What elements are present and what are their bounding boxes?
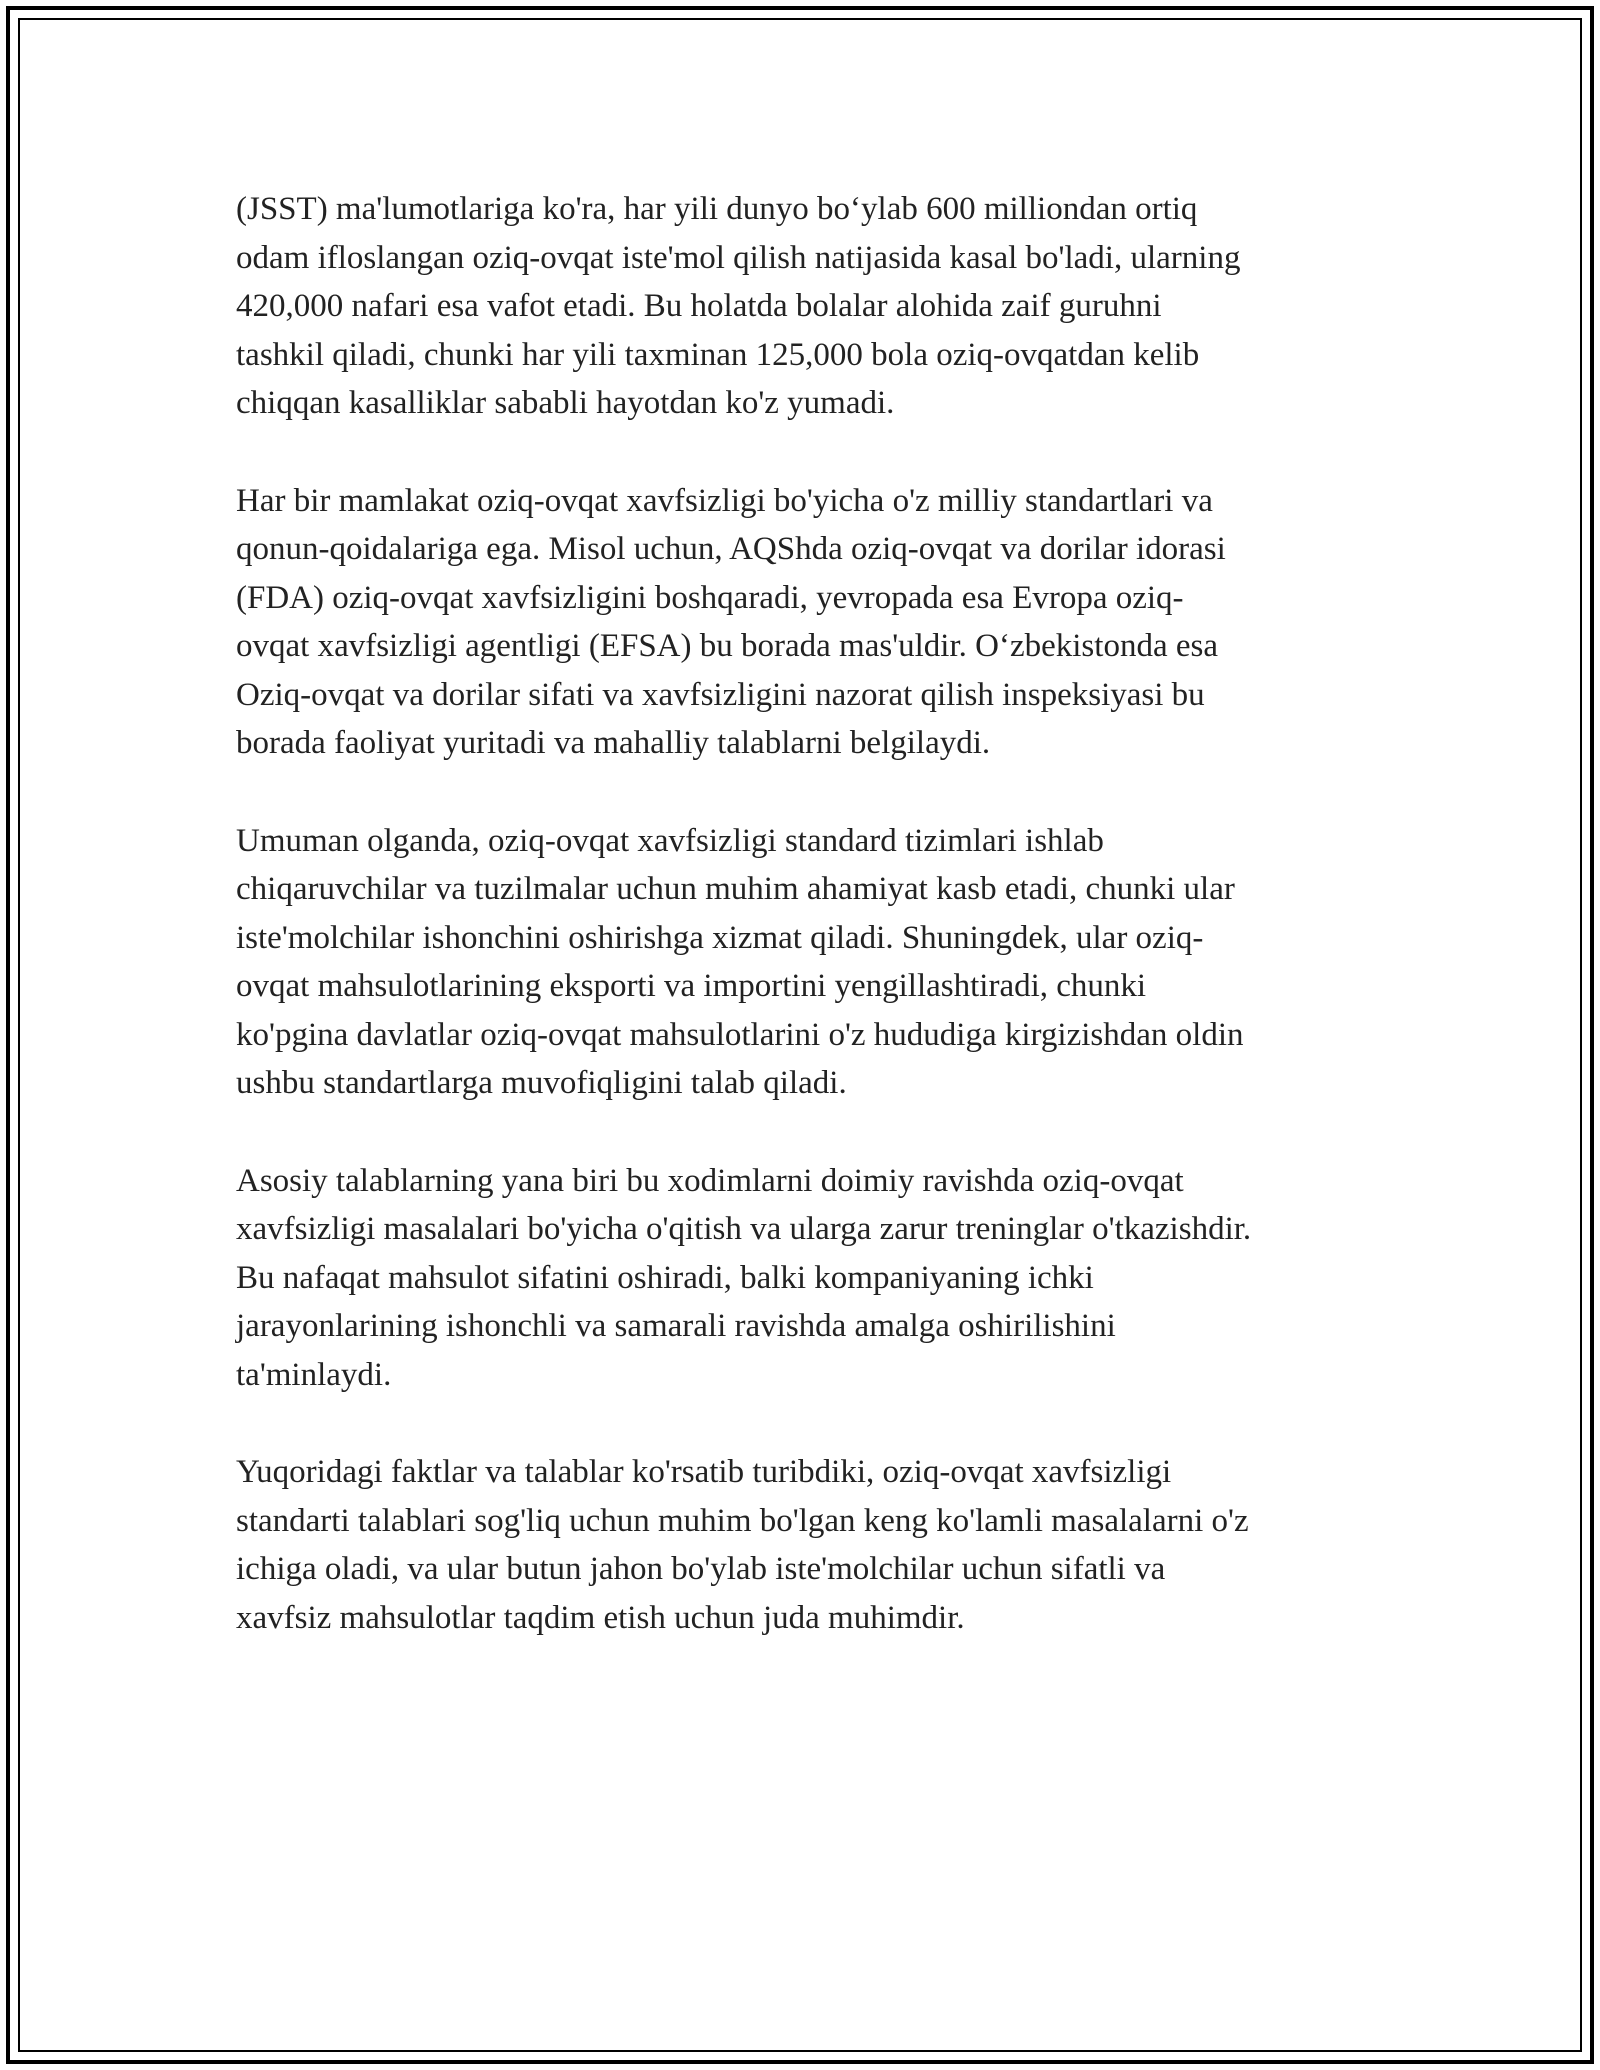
text-line: jarayonlarining ishonchli va samarali ravishda amalga oshirilishini [236,1308,1116,1344]
text-line: odam ifloslangan oziq-ovqat iste'mol qilish natijasida kasal bo'ladi, ularning [236,239,1241,276]
text-line: ovqat xavfsizligi agentligi (EFSA) bu borada mas'uldir. O‘zbekistonda esa [236,628,1218,664]
text-line: ovqat mahsulotlarining eksporti va importini yengillashtiradi, chunki [236,968,1147,1004]
text-line: ta'minlaydi. [236,1356,392,1393]
text-line: Yuqoridagi faktlar va talablar ko'rsatib turibdiki, oziq-ovqat xavfsizligi [236,1454,1172,1490]
document-body [236,185,1386,1691]
paragraph-3 [236,817,1386,1108]
text-line: chiqaruvchilar va tuzilmalar uchun muhim ahamiyat kasb etadi, chunki ular [236,871,1235,907]
text-line: xavfsizligi masalalari bo'yicha o'qitish va ularga zarur treninglar o'tkazishdir. [236,1211,1252,1247]
text-line: xavfsiz mahsulotlar taqdim etish uchun juda muhimdir. [236,1599,965,1636]
text-line: Asosiy talablarning yana biri bu xodimlarni doimiy ravishda oziq-ovqat [236,1162,1184,1199]
text-line: chiqqan kasalliklar sababli hayotdan ko'z yumadi. [236,385,895,421]
paragraph-4 [236,1157,1386,1400]
text-line: ichiga oladi, va ular butun jahon bo'ylab iste'molchilar uchun sifatli va [236,1551,1166,1587]
paragraph-2 [236,477,1386,768]
text-line: borada faoliyat yuritadi va mahalliy talablarni belgilaydi. [236,725,991,761]
text-line: (JSST) ma'lumotlariga ko'ra, har yili dunyo bo‘ylab 600 milliondan ortiq [236,191,1198,227]
text-line: iste'molchilar ishonchini oshirishga xizmat qiladi. Shuningdek, ular oziq- [236,919,1204,956]
text-line: Bu nafaqat mahsulot sifatini oshiradi, balki kompaniyaning ichki [236,1259,1094,1296]
text-line: standarti talablari sog'liq uchun muhim bo'lgan keng ko'lamli masalalarni o'z [236,1502,1249,1539]
text-line: tashkil qiladi, chunki har yili taxminan 125,000 bola oziq-ovqatdan kelib [236,336,1200,373]
text-line: qonun-qoidalariga ega. Misol uchun, AQShda oziq-ovqat va dorilar idorasi [236,531,1226,567]
text-line: 420,000 nafari esa vafot etadi. Bu holatda bolalar alohida zaif guruhni [236,288,1162,324]
text-line: Har bir mamlakat oziq-ovqat xavfsizligi bo'yicha o'z milliy standartlari va [236,482,1213,519]
text-line: ushbu standartlarga muvofiqligini talab qiladi. [236,1065,847,1101]
paragraph-5 [236,1448,1386,1642]
paragraph-1 [236,185,1386,428]
text-line: Oziq-ovqat va dorilar sifati va xavfsizligini nazorat qilish inspeksiyasi bu [236,676,1205,713]
text-line: (FDA) oziq-ovqat xavfsizligini boshqaradi, yevropada esa Evropa oziq- [236,579,1184,616]
text-line: ko'pgina davlatlar oziq-ovqat mahsulotlarini o'z hududiga kirgizishdan oldin [236,1016,1244,1053]
text-line: Umuman olganda, oziq-ovqat xavfsizligi standard tizimlari ishlab [236,822,1104,859]
